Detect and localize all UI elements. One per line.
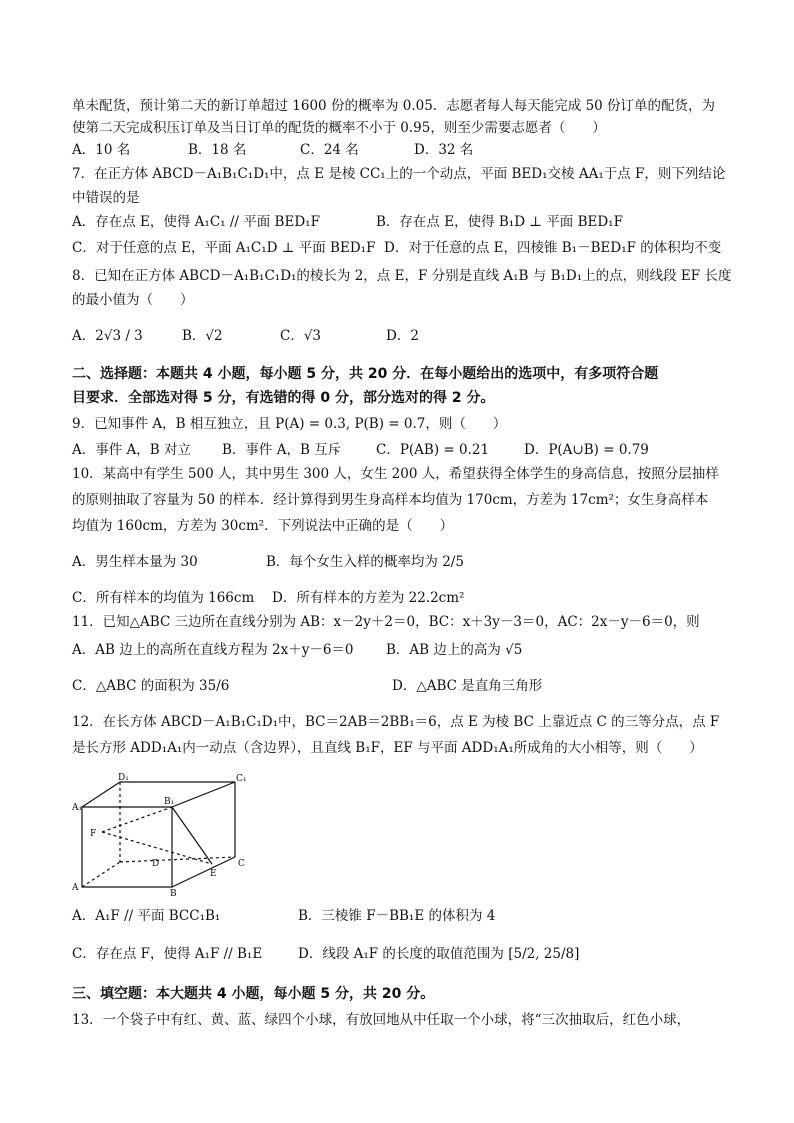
q10-line-3: 均值为 160cm，方差为 30cm²．下列说法中正确的是（ ） (72, 518, 454, 534)
q8-option-d: D．2 (386, 328, 419, 344)
q11-option-a: A．AB 边上的高所在直线方程为 2x＋y－6＝0 (72, 642, 354, 658)
label-a: A (72, 883, 79, 893)
q9-option-a: A．事件 A，B 对立 (72, 442, 192, 458)
q11-option-c: C．△ABC 的面积为 35/6 (72, 678, 230, 694)
q7-option-b: B．存在点 E，使得 B₁D ⊥ 平面 BED₁F (376, 214, 623, 230)
q12-line-2: 是长方形 ADD₁A₁内一动点（含边界），且直线 B₁F，EF 与平面 ADD₁A₁所成角的大小相等，则（ ） (72, 740, 703, 756)
label-d: D (152, 859, 160, 869)
q8-line-1: 8．已知在正方体 ABCD－A₁B₁C₁D₁的棱长为 2，点 E，F 分别是直线 A₁B 与 B₁D₁上的点，则线段 EF 长度 (72, 268, 732, 284)
label-b1: B₁ (164, 797, 175, 807)
label-a1: A₁ (72, 803, 83, 813)
label-b: B (170, 889, 177, 897)
q6-line-1: 单未配货，预计第二天的新订单超过 1600 份的概率为 0.05．志愿者每人每天能完成 50 份订单的配货，为 (72, 98, 716, 114)
section-2-heading-line-1: 二、选择题：本题共 4 小题，每小题 5 分，共 20 分．在每小题给出的选项中，有多项符合题 (72, 366, 659, 382)
q11-line-1: 11．已知△ABC 三边所在直线分别为 AB：x－2y＋2＝0，BC：x＋3y－3＝0，AC：2x－y－6＝0，则 (72, 614, 700, 630)
label-f: F (90, 829, 97, 839)
label-c1: C₁ (236, 774, 247, 784)
q10-option-c: C．所有样本的均值为 166cm (72, 590, 255, 606)
q11-option-b: B．AB 边上的高为 √5 (386, 642, 523, 658)
q9-option-d: D．P(A∪B) = 0.79 (524, 442, 649, 458)
q6-option-c: C．24 名 (300, 142, 359, 158)
q7-line-2: 中错误的是 (72, 190, 140, 206)
q10-line-2: 的原则抽取了容量为 50 的样本．经计算得到男生身高样本均值为 170cm，方差为 17cm²；女生身高样本 (72, 492, 709, 508)
q6-line-2: 使第二天完成积压订单及当日订单的配货的概率不小于 0.95，则至少需要志愿者（ ） (72, 120, 606, 136)
cuboid-figure (72, 772, 252, 897)
q7-option-c: C．对于任意的点 E，平面 A₁C₁D ⊥ 平面 BED₁F (72, 240, 376, 256)
q6-option-a: A．10 名 (72, 142, 131, 158)
q6-option-b: B．18 名 (188, 142, 247, 158)
section-3-heading: 三、填空题：本大题共 4 小题，每小题 5 分，共 20 分。 (72, 986, 435, 1002)
label-e: E (210, 869, 217, 879)
q8-line-2: 的最小值为（ ） (72, 292, 194, 308)
q10-option-b: B．每个女生入样的概率均为 2/5 (266, 554, 464, 570)
q10-option-a: A．男生样本量为 30 (72, 554, 198, 570)
q7-option-d: D．对于任意的点 E，四棱锥 B₁－BED₁F 的体积均不变 (384, 240, 722, 256)
q9-option-b: B．事件 A，B 互斥 (222, 442, 342, 458)
q8-option-b: B．√2 (182, 328, 223, 344)
q12-option-b: B．三棱锥 F－BB₁E 的体积为 4 (298, 908, 496, 924)
q8-option-a: A．2√3 / 3 (72, 328, 143, 344)
label-c: C (238, 859, 245, 869)
q12-option-c: C．存在点 F，使得 A₁F // B₁E (72, 946, 263, 962)
q12-option-d: D．线段 A₁F 的长度的取值范围为 [5/2, 25/8] (298, 946, 580, 962)
q6-option-d: D．32 名 (414, 142, 474, 158)
q9-option-c: C．P(AB) = 0.21 (376, 442, 490, 458)
section-2-heading-line-2: 目要求．全部选对得 5 分，有选错的得 0 分，部分选对的得 2 分。 (72, 390, 495, 406)
q10-option-d: D．所有样本的方差为 22.2cm² (272, 590, 465, 606)
q7-option-a: A．存在点 E，使得 A₁C₁ // 平面 BED₁F (72, 214, 320, 230)
q13-line-1: 13．一个袋子中有红、黄、蓝、绿四个小球，有放回地从中任取一个小球，将“三次抽取后，红色小球， (72, 1012, 691, 1028)
q7-line-1: 7．在正方体 ABCD－A₁B₁C₁D₁中，点 E 是棱 CC₁上的一个动点，平面 BED₁交棱 AA₁于点 F，则下列结论 (72, 166, 726, 182)
q8-option-c: C．√3 (280, 328, 322, 344)
label-d1: D₁ (118, 773, 129, 783)
q10-line-1: 10．某高中有学生 500 人，其中男生 300 人，女生 200 人，希望获得全体学生的身高信息，按照分层抽样 (72, 466, 719, 482)
q12-line-1: 12．在长方体 ABCD－A₁B₁C₁D₁中，BC＝2AB＝2BB₁＝6，点 E 为棱 BC 上靠近点 C 的三等分点，点 F (72, 714, 720, 730)
q9-line-1: 9．已知事件 A，B 相互独立，且 P(A) = 0.3, P(B) = 0.7，则（ ） (72, 416, 507, 432)
q12-option-a: A．A₁F // 平面 BCC₁B₁ (72, 908, 221, 924)
q11-option-d: D．△ABC 是直角三角形 (392, 678, 543, 694)
